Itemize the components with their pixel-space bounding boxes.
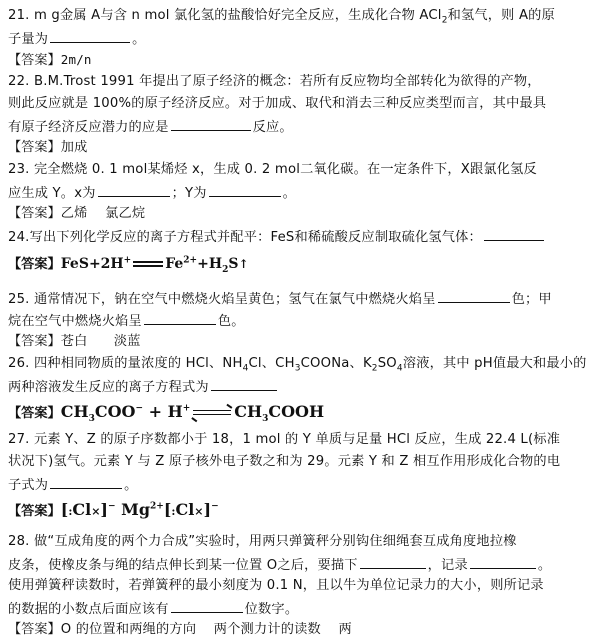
equals-sign (133, 261, 163, 267)
q23-answer: 【答案】乙烯 氯乙烷 (8, 206, 146, 221)
q22-line-1: 22. B.M.Trost 1991 年提出了原子经济的概念：若所有反应物均全部转化为欲得的产物， (8, 74, 541, 89)
electron-formula: [:Cl×]− $Mg^{2+}[:Cl\times]^-$ (60, 500, 219, 519)
q22-answer: 【答案】加成 (8, 140, 88, 155)
q21-answer: 【答案】2m/n (8, 52, 92, 68)
q26-line-2: 两种溶液发生反应的离子方程式为 (8, 376, 279, 398)
answer-tag: 【答案】 (8, 257, 61, 272)
answer-blank (360, 554, 426, 569)
answer-tag: 【答案】 (8, 334, 61, 349)
reversible-arrow-icon (193, 409, 231, 417)
ionic-equation: FeS+2H+ $Fe^{2+}+H_2S↑$ (60, 255, 249, 275)
answer-blank (209, 182, 281, 197)
ionic-equation: $CH_3COO^- + H^+$ $CH_3COOH$ (60, 402, 325, 425)
q25-line-2: 烷在空气中燃烧火焰呈 色。 (8, 310, 245, 332)
answer-blank (50, 28, 130, 43)
q28-line-1: 28. 做“互成角度的两个力合成”实验时，用两只弹簧秤分别钩住细绳套互成角度地拉橡 (8, 534, 517, 549)
q26-answer (8, 402, 324, 424)
answer-blank (144, 310, 216, 325)
q27-line-2: 状况下)氢气。元素 Y 与 Z 原子核外电子数之和为 29。元素 Y 和 Z 相互作用形成化合物的电 (8, 454, 561, 469)
answer-tag: 【答案】 (8, 406, 61, 421)
gas-up-arrow-icon: ↑ (238, 257, 249, 271)
q23-line-1: 23. 完全燃烧 0. 1 mol某烯烃 x，生成 0. 2 mol二氧化碳。在一定条件下，X跟氯化氢反 (8, 162, 537, 177)
q24-line-1: 24.写出下列化学反应的离子方程式并配平：FeS和稀硫酸反应制取硫化氢气体： (8, 226, 546, 248)
q27-line-3: 子式为 。 (8, 474, 138, 496)
q24-answer (8, 254, 249, 275)
answer-tag: 【答案】 (8, 53, 61, 68)
answer-tag: 【答案】 (8, 622, 61, 637)
q28-line-2: 皮条，使橡皮条与绳的结点伸长到某一位置 O之后，要描下 ，记录 。 (8, 554, 551, 576)
q21-line-2: 子量为 。 (8, 28, 146, 50)
answer-tag: 【答案】 (8, 504, 61, 519)
q27-line-1: 27. 元素 Y、Z 的原子序数都小于 18，1 mol 的 Y 单质与足量 HCl 反应，生成 22.4 L(标准 (8, 432, 561, 447)
q26-line-1: 26. 四种相同物质的量浓度的 HCl、$NH_4Cl$、$CH_3COONa$、$K_2SO_4$溶液，其中 pH值最大和最小的 (8, 356, 587, 374)
q27-answer (8, 500, 219, 522)
q25-answer: 【答案】苍白 淡蓝 (8, 334, 141, 349)
answer-blank (484, 226, 544, 241)
q25-line-1: 25. 通常情况下，钠在空气中燃烧火焰呈黄色；氢气在氯气中燃烧火焰呈 色；甲 (8, 288, 552, 310)
q22-line-3: 有原子经济反应潜力的应是 反应。 (8, 116, 293, 138)
q22-line-2: 则此反应就是 100%的原子经济反应。对于加成、取代和消去三种反应类型而言，其中最具 (8, 96, 547, 111)
q28-answer: 【答案】O 的位置和两绳的方向 两个测力计的读数 两 (8, 622, 352, 637)
answer-tag: 【答案】 (8, 206, 61, 221)
answer-blank (470, 554, 536, 569)
answer-blank (50, 474, 122, 489)
answer-blank (438, 288, 510, 303)
answer-blank (98, 182, 170, 197)
q21-line-1: 21. m g金属 A与含 n mol 氯化氢的盐酸恰好完全反应，生成化合物 ACl$_2$和氢气，则 A的原 (8, 8, 555, 26)
q23-line-2: 应生成 Y。x为 ；Y为 。 (8, 182, 296, 204)
answer-blank (211, 376, 277, 391)
answer-blank (171, 116, 251, 131)
q28-line-4: 的数据的小数点后面应该有 位数字。 (8, 598, 298, 620)
q28-line-3: 使用弹簧秤读数时，若弹簧秤的最小刻度为 0.1 N，且以牛为单位记录力的大小，则所记录 (8, 578, 544, 593)
answer-tag: 【答案】 (8, 140, 61, 155)
answer-blank (171, 598, 243, 613)
